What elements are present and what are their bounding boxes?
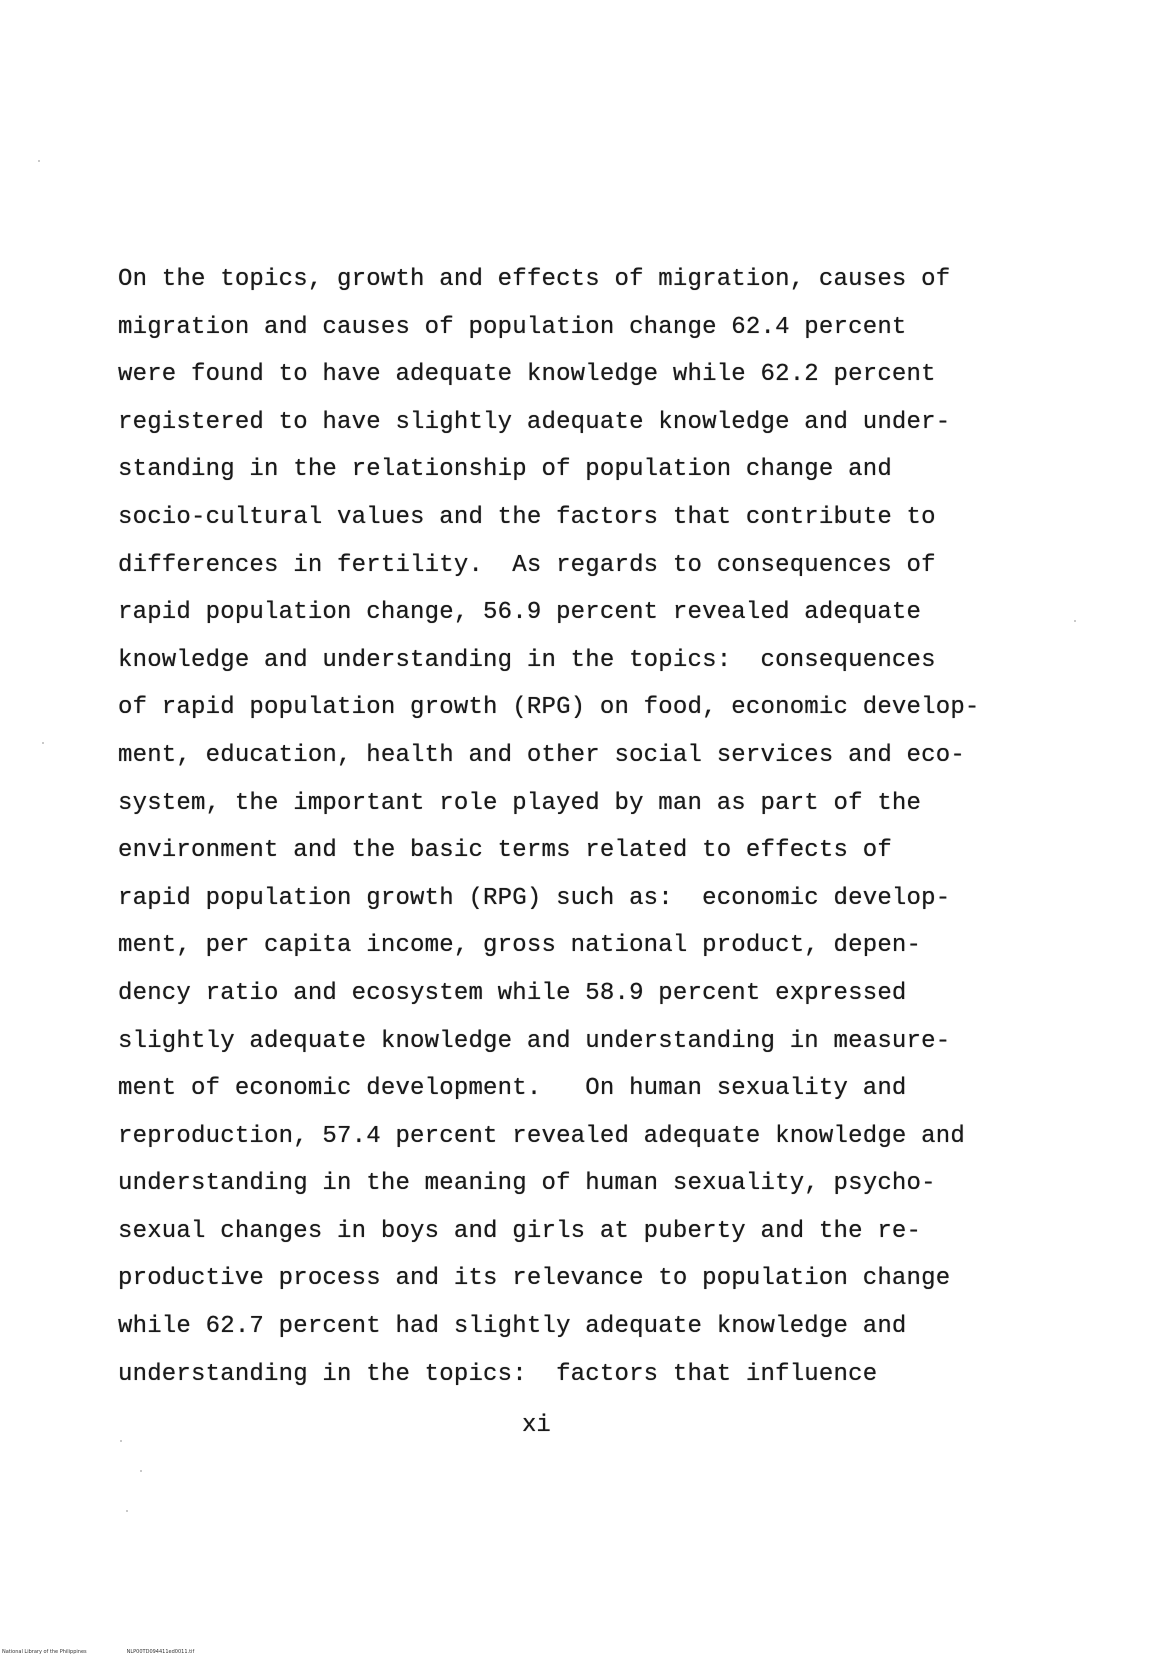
scan-speck [140, 1470, 142, 1472]
scan-speck [120, 1440, 122, 1442]
text-line: ment, education, health and other social services and eco- [118, 741, 965, 769]
footer-file-id: NLP00TD094411ed0011.tif [126, 1649, 195, 1655]
text-line: ment, per capita income, gross national product, depen- [118, 932, 922, 960]
text-line: socio-cultural values and the factors that contribute to [118, 503, 936, 531]
text-line: understanding in the topics: factors that influence [118, 1360, 878, 1388]
text-line: migration and causes of population change 62.4 percent [118, 313, 907, 341]
text-line: rapid population growth (RPG) such as: economic develop- [118, 884, 951, 912]
text-line: rapid population change, 56.9 percent revealed adequate [118, 599, 922, 627]
text-line: system, the important role played by man as part of the [118, 789, 922, 817]
text-line: dency ratio and ecosystem while 58.9 percent expressed [118, 979, 907, 1007]
text-line: differences in fertility. As regards to consequences of [118, 551, 936, 579]
text-line: On the topics, growth and effects of migration, causes of [118, 266, 951, 293]
text-line: understanding in the meaning of human sexuality, psycho- [118, 1170, 936, 1198]
scan-speck [126, 1510, 128, 1512]
text-line: of rapid population growth (RPG) on food, economic develop- [118, 694, 980, 722]
body-text [118, 256, 978, 1398]
scan-speck [38, 160, 40, 162]
text-line: while 62.7 percent had slightly adequate knowledge and [118, 1313, 907, 1341]
page-number: xi [522, 1412, 551, 1439]
text-line: reproduction, 57.4 percent revealed adequate knowledge and [118, 1122, 965, 1150]
text-line: were found to have adequate knowledge while 62.2 percent [118, 361, 936, 389]
text-line: productive process and its relevance to population change [118, 1265, 951, 1293]
scan-speck [42, 742, 44, 744]
text-line: sexual changes in boys and girls at puberty and the re- [118, 1217, 922, 1245]
text-line: slightly adequate knowledge and understanding in measure- [118, 1027, 951, 1055]
text-line: standing in the relationship of population change and [118, 456, 892, 484]
text-line: ment of economic development. On human sexuality and [118, 1075, 907, 1103]
scan-speck [1074, 620, 1076, 622]
text-line: registered to have slightly adequate knowledge and under- [118, 408, 951, 436]
text-line: environment and the basic terms related to effects of [118, 837, 892, 865]
footer-library: National Library of the Philippines [2, 1649, 87, 1655]
footer-stamp [2, 1649, 194, 1655]
text-line: knowledge and understanding in the topics: consequences [118, 646, 936, 674]
